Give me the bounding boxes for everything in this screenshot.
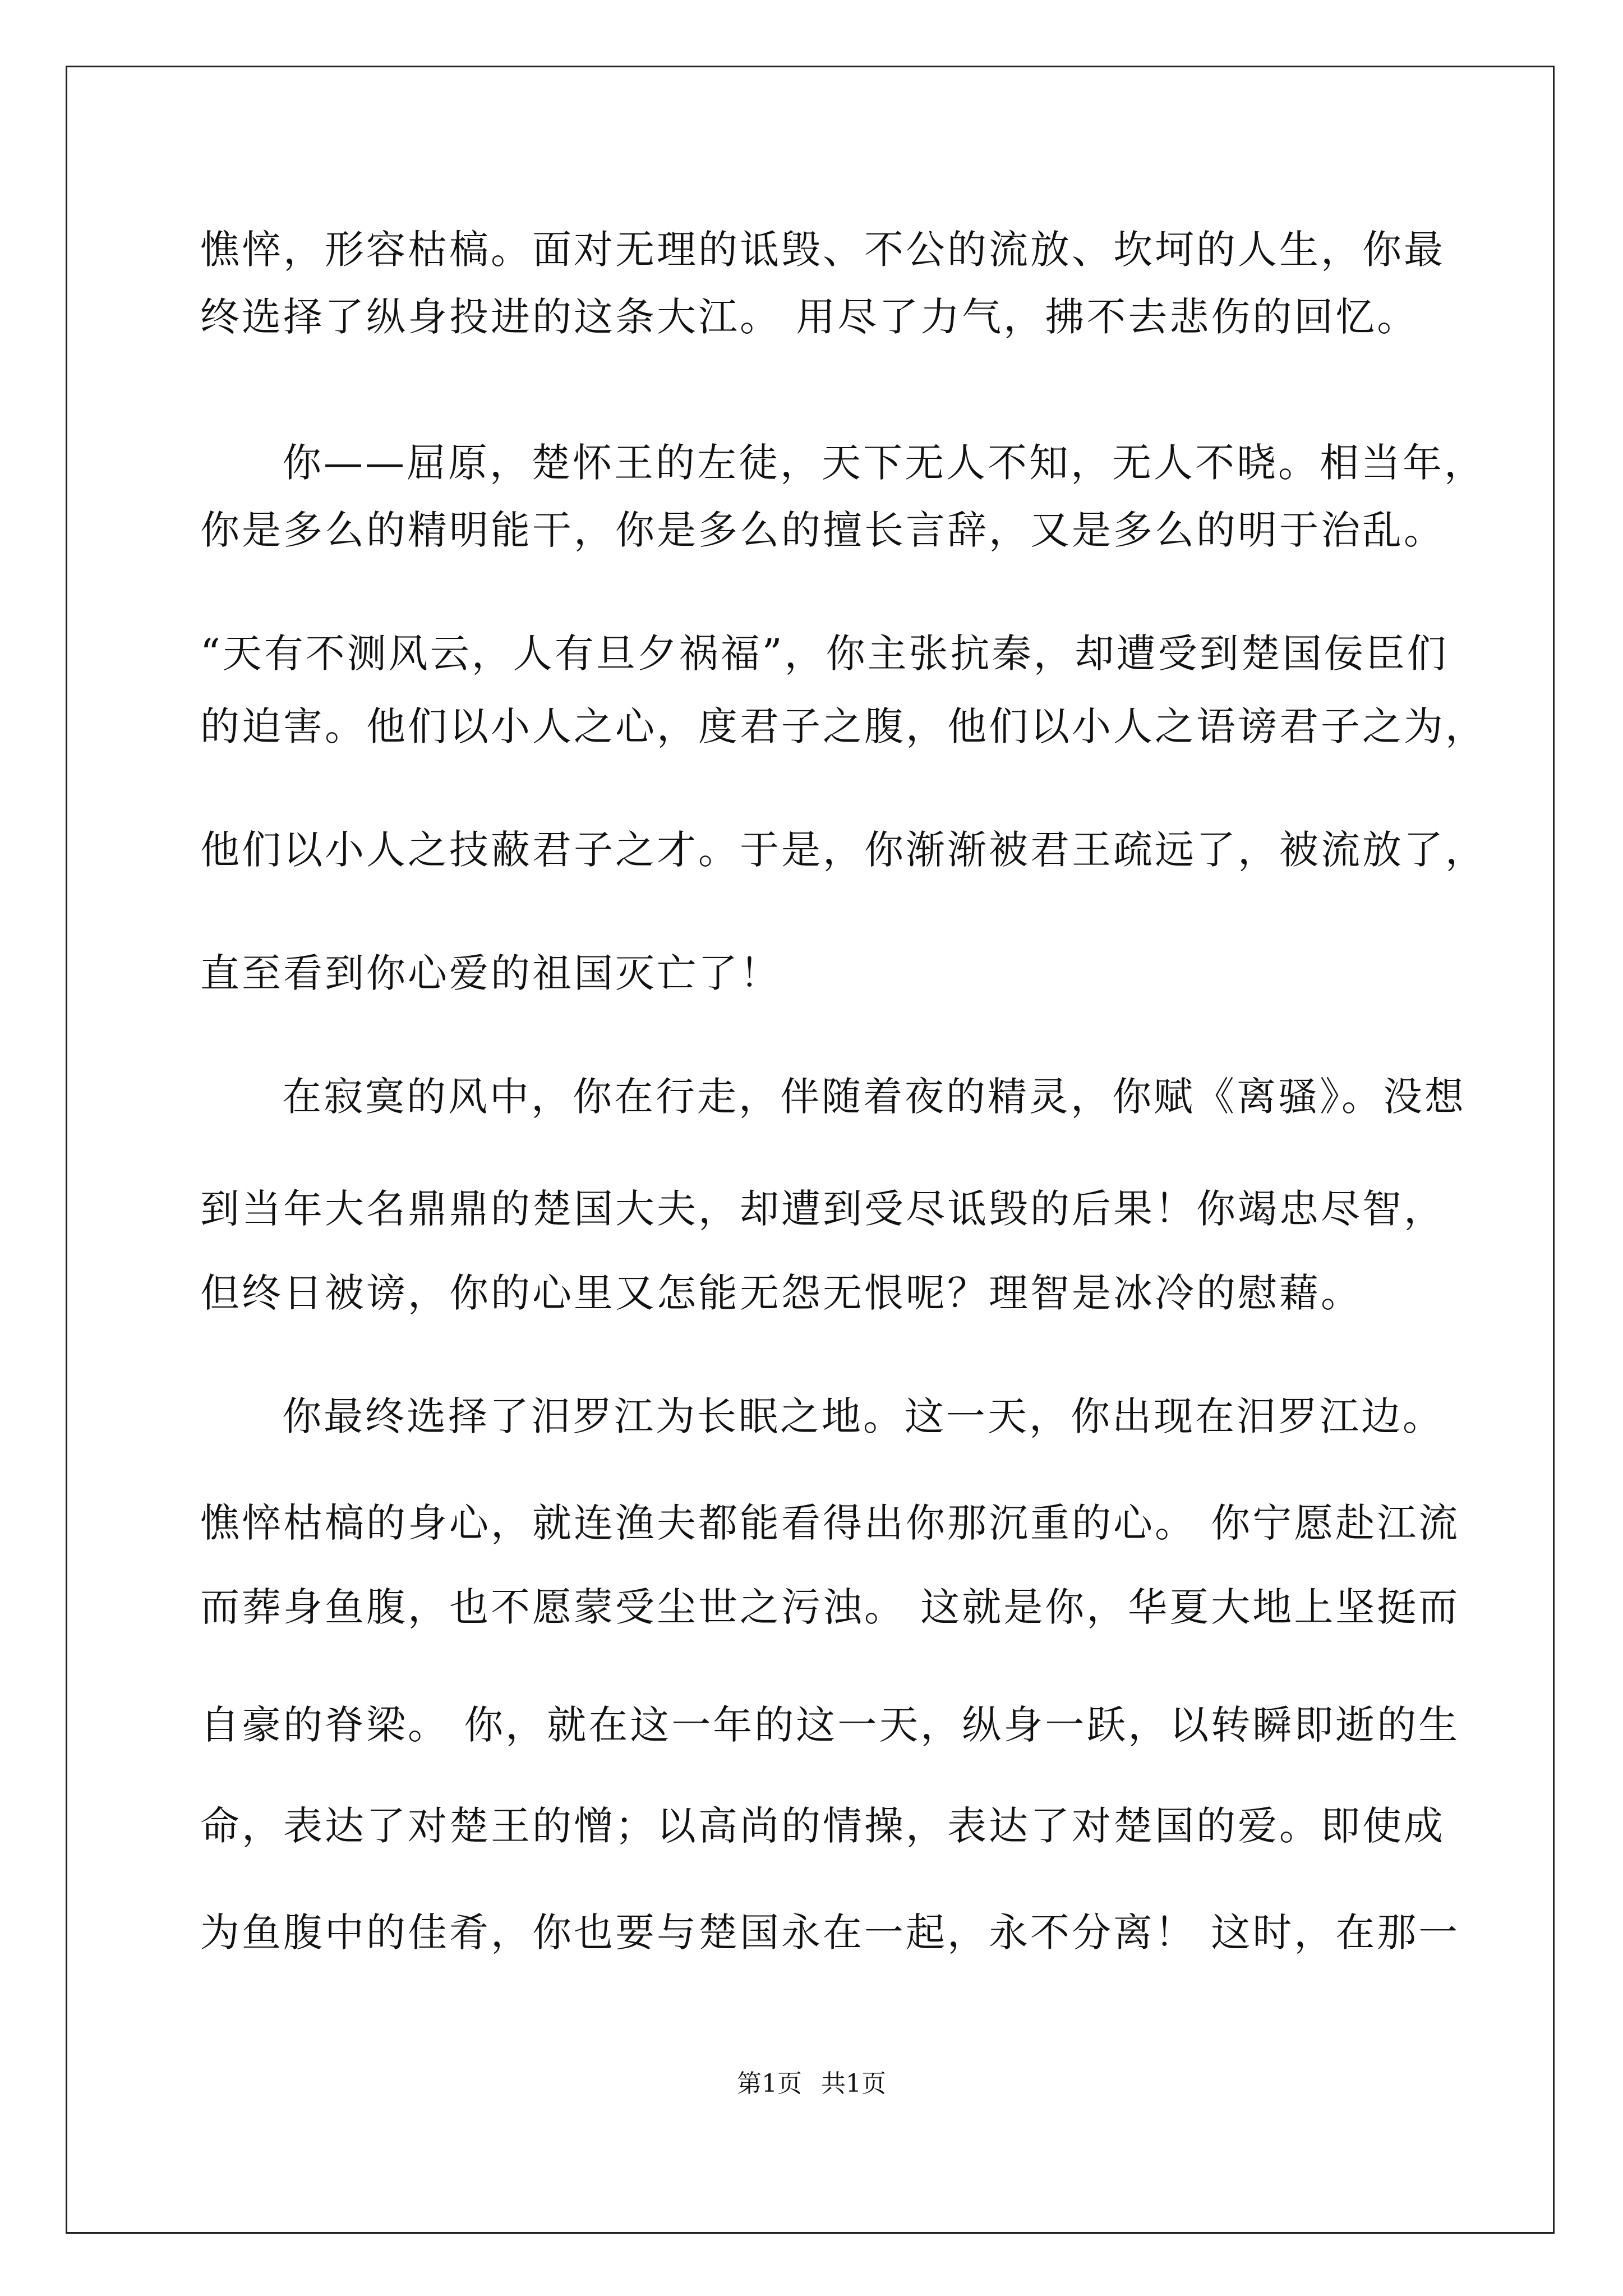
text-line-13: 憔悴枯槁的身心，就连渔夫都能看得出你那沉重的心。 你宁愿赴江流 — [200, 1500, 1460, 1546]
text-line-9: 在寂寞的风中，你在行走，伴随着夜的精灵，你赋《离骚》。没想 — [282, 1074, 1466, 1120]
text-line-16: 命，表达了对楚王的憎；以高尚的情操，表达了对楚国的爱。即使成 — [200, 1803, 1445, 1849]
text-line-6: 的迫害。他们以小人之心，度君子之腹，他们以小人之语谤君子之为， — [200, 703, 1487, 749]
text-line-3: 你——屈原，楚怀王的左徒，天下无人不知，无人不晓。相当年， — [282, 440, 1486, 486]
text-line-12: 你最终选择了汨罗江为长眠之地。这一天，你出现在汨罗江边。 — [282, 1393, 1444, 1439]
text-line-15: 自豪的脊梁。 你，就在这一年的这一天，纵身一跃，以转瞬即逝的生 — [200, 1702, 1460, 1748]
text-line-14: 而葬身鱼腹，也不愿蒙受尘世之污浊。 这就是你，华夏大地上坚挺而 — [200, 1584, 1460, 1630]
text-line-7: 他们以小人之技蔽君子之才。于是，你渐渐被君王疏远了，被流放了， — [200, 827, 1487, 873]
text-line-1: 憔悴，形容枯槁。面对无理的诋毁、不公的流放、坎坷的人生，你最 — [200, 227, 1445, 273]
text-line-8: 直至看到你心爱的祖国灭亡了！ — [200, 950, 781, 996]
text-line-4: 你是多么的精明能干，你是多么的擅长言辞，又是多么的明于治乱。 — [200, 507, 1445, 553]
text-line-17: 为鱼腹中的佳肴，你也要与楚国永在一起，永不分离！ 这时，在那一 — [200, 1910, 1460, 1955]
text-line-5: “天有不测风云，人有旦夕祸福”，你主张抗秦，却遭受到楚国佞臣们 — [200, 631, 1449, 677]
page-number: 第1页 — [737, 2069, 802, 2098]
text-line-2: 终选择了纵身投进的这条大江。 用尽了力气，拂不去悲伤的回忆。 — [200, 294, 1419, 340]
page-footer — [0, 2067, 1623, 2101]
text-line-10: 到当年大名鼎鼎的楚国大夫，却遭到受尽诋毁的后果！你竭忠尽智， — [200, 1186, 1445, 1232]
text-line-11: 但终日被谤，你的心里又怎能无怨无恨呢？理智是冰冷的慰藉。 — [200, 1270, 1362, 1316]
total-pages: 共1页 — [821, 2069, 886, 2098]
